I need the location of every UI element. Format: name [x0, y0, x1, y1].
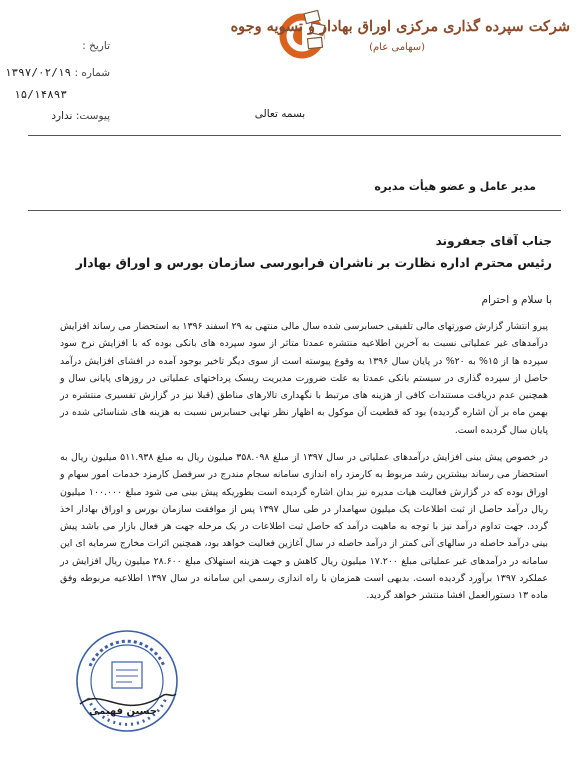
divider [28, 210, 561, 211]
recipient-line: مدیر عامل و عضو هیأت مدیره [374, 180, 536, 193]
date-field [14, 40, 110, 52]
date-label: تاریخ : [82, 40, 110, 52]
attachment-field [14, 110, 110, 122]
reference-number: ۱۵/۱۴۸۹۳ [14, 88, 67, 101]
company-logo-icon [278, 8, 326, 64]
number-value: ۱۳۹۷/۰۲/۱۹ [4, 66, 72, 79]
addressee-name: جناب آقای جعفروند [435, 234, 552, 248]
greeting: با سلام و احترام [481, 294, 552, 306]
attachment-value: ندارد [51, 110, 73, 122]
body-paragraph: در خصوص پیش بینی افزایش درآمدهای عملیاتی در سال ۱۳۹۷ از مبلغ ۳۵۸.۰۹۸ میلیون ریال به مبلغ ۵۱۱.۹۳۸ میلیون ریال به استحضار می رساند بیشترین رشد مربوط به کارمزد راه اندازی سامانه سجام مندرج در سرفصل کارمزد خدمات امور سهام و اوراق بوده که در گزارش فعالیت هیات مدیره نیز بدان اشاره گردیده است بطوریکه پیش بینی می شود مبلغ ۱۰۰.۰۰۰ میلیون ریال درآمد حاصل از ثبت اطلاعات یک میلیون سهامدار در طی سال ۱۳۹۷ پس از موافقت سازمان بورس و اوراق بهادار اخذ گردد. جهت تداوم درآمد نیز با توجه به ماهیت درآمد که حاصل ثبت اطلاعات در یک مرحله جهت هر فعال بازار می باشد پیش بینی درآمد حاصله در سالهای آتی کمتر از درآمد حاصله در سال آغازین فعالیت خواهد بود، همچنین اثرات مخارج سرمایه ای این سامانه در درآمدهای غیر عملیاتی مبلغ ۱۷.۲۰۰ میلیون ریال کاهش و جهت هزینه استهلاک مبلغ ۲۸.۶۰۰ میلیون ریال افزایش در عملکرد ۱۳۹۷ برآورد گردیده است. بدیهی است همزمان با راه اندازی رسمی این سامانه در سال ۱۳۹۷ اطلاعیه مربوطه وفق ماده ۱۳ دستورالعمل افشا منتشر خواهد گردید. [60, 452, 549, 602]
divider [28, 135, 561, 136]
number-label: شماره : [74, 67, 110, 79]
number-field [4, 66, 110, 79]
company-seal-stamp [72, 626, 182, 736]
organization-type: (سهامی عام) [369, 42, 425, 53]
body-paragraph: پیرو انتشار گزارش صورتهای مالی تلفیقی حسابرسی شده سال مالی منتهی به ۲۹ اسفند ۱۳۹۶ به استحضار می رساند افزایش درآمدهای غیر عملیاتی نسبت به آخرین اطلاعیه منتشره عمدتا متاثر از سود سپرده های بانکی بوده که با افزایش نرخ سود سپرده ها از ۱۵% به ۲۰% در پایان سال ۱۳۹۶ به وقوع پیوسته است از سوی دیگر تاخیر بوجود آمده در افشای افزایش درآمد حاصل از سپرده گذاری در سیستم بانکی عمدتا به علت ضرورت مدیریت ریسک پرداختهای عملیاتی در روزهای پایانی سال و همچنین عدم دریافت مستندات کافی از هزینه های مرتبط با نگهداری تالارهای مناطق (قبلا نیز در گزارش تفسیری منتشره در بهمن ماه بر آن اشاره گردیده) بود که قطعیت آن موکول به اظهار نظر نهایی حسابرس نسبت به هزینه های شناسائی شده در پایان سال گردیده است. [59, 321, 548, 436]
addressee-title: رئیس محترم اداره نظارت بر ناشران فرابورسی سازمان بورس و اوراق بهادار [75, 255, 552, 270]
organization-name: شرکت سپرده گذاری مرکزی اوراق بهادار و تسویه وجوه [230, 18, 570, 35]
bismillah: بسمه تعالی [254, 108, 306, 120]
signer-name: حسین فهیمی [89, 706, 157, 717]
attachment-label: پیوست: [75, 110, 110, 122]
